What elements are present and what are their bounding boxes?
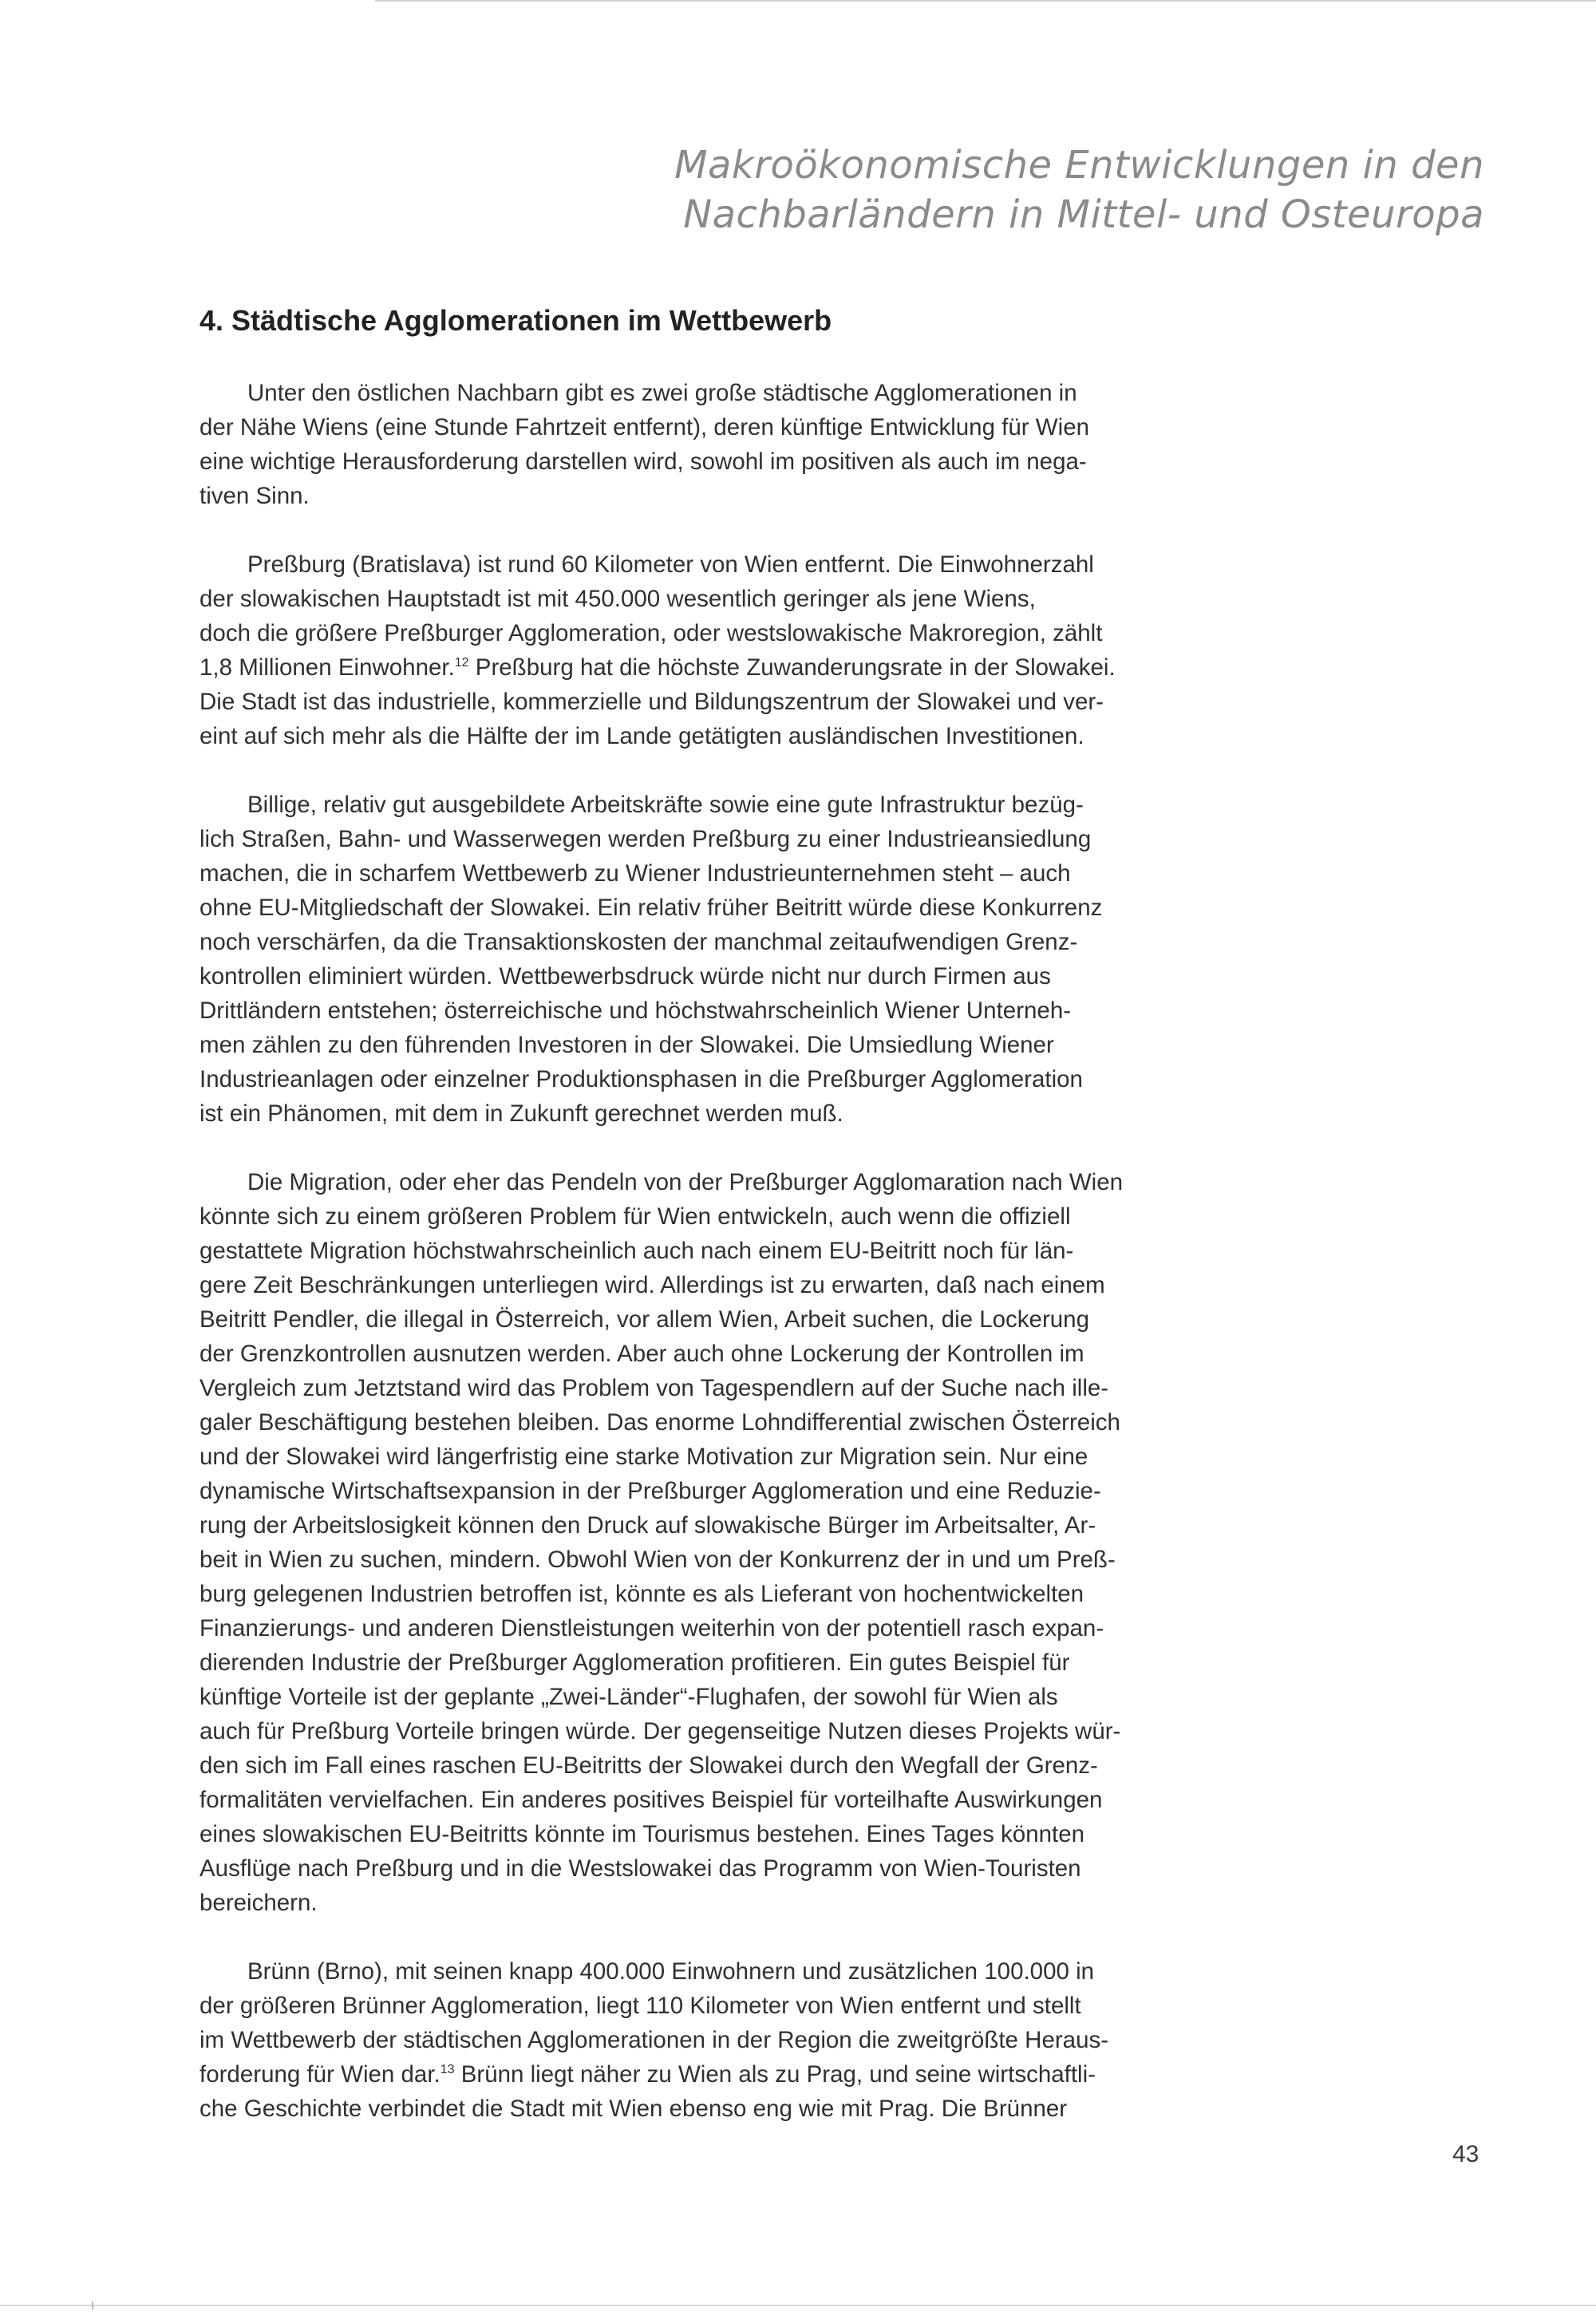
- paragraph-4: [200, 1165, 1133, 1920]
- text-line: Die Migration, oder eher das Pendeln von der Preßburger Agglomaration nach Wien: [247, 1169, 1124, 1195]
- text-line: tiven Sinn.: [200, 483, 310, 509]
- text-line: gere Zeit Beschränkungen unterliegen wird. Allerdings ist zu erwarten, daß nach einem: [200, 1272, 1105, 1298]
- text-line: der größeren Brünner Agglomeration, liegt 110 Kilometer von Wien entfernt und stellt: [200, 1993, 1081, 2019]
- top-rule: [375, 0, 1596, 2]
- text-line: Finanzierungs- und anderen Dienstleistungen weiterhin von der potentiell rasch expan-: [200, 1615, 1104, 1641]
- text-line: Vergleich zum Jetztstand wird das Problem von Tagespendlern auf der Suche nach ille-: [200, 1375, 1109, 1401]
- text-line: noch verschärfen, da die Transaktionskosten der manchmal zeitaufwendigen Grenz-: [200, 929, 1078, 955]
- text-line-rest: Brünn liegt näher zu Wien als zu Prag, und seine wirtschaftli-: [454, 2061, 1096, 2088]
- text-line: der slowakischen Hauptstadt ist mit 450.000 wesentlich geringer als jene Wiens,: [200, 586, 1036, 612]
- text-line: men zählen zu den führenden Investoren in der Slowakei. Die Umsiedlung Wiener: [200, 1032, 1054, 1058]
- body-text: [200, 376, 1133, 2160]
- text-line: eine wichtige Herausforderung darstellen wird, sowohl im positiven als auch im nega-: [200, 448, 1087, 475]
- text-line: den sich im Fall eines raschen EU-Beitritts der Slowakei durch den Wegfall der Grenz-: [200, 1752, 1098, 1779]
- text-line: burg gelegenen Industrien betroffen ist, könnte es als Lieferant von hochentwickelten: [200, 1581, 1084, 1607]
- text-line: ohne EU-Mitgliedschaft der Slowakei. Ein relativ früher Beitritt würde diese Konkurrenz: [200, 895, 1103, 921]
- running-head-line-2: Nachbarländern in Mittel- und Osteuropa: [683, 192, 1484, 237]
- text-line: Preßburg (Bratislava) ist rund 60 Kilometer von Wien entfernt. Die Einwohnerzahl: [247, 551, 1094, 578]
- text-line: galer Beschäftigung bestehen bleiben. Das enorme Lohndifferential zwischen Österreich: [200, 1409, 1120, 1436]
- text-line: che Geschichte verbindet die Stadt mit Wien ebenso eng wie mit Prag. Die Brünner: [200, 2096, 1068, 2122]
- text-line: Die Stadt ist das industrielle, kommerzielle und Bildungszentrum der Slowakei und ver-: [200, 689, 1104, 715]
- text-line-start: 1,8 Millionen Einwohner.: [200, 654, 455, 681]
- text-line: rung der Arbeitslosigkeit können den Druck auf slowakische Bürger im Arbeitsalter, Ar-: [200, 1512, 1096, 1539]
- text-line: Unter den östlichen Nachbarn gibt es zwei große städtische Agglomerationen in: [247, 380, 1077, 406]
- bottom-rule: [0, 2305, 1596, 2306]
- text-line: künftige Vorteile ist der geplante „Zwei-Länder“-Flughafen, der sowohl für Wien als: [200, 1684, 1058, 1710]
- text-line: Industrieanlagen oder einzelner Produktionsphasen in die Preßburger Agglomeration: [200, 1066, 1083, 1092]
- text-line: Brünn (Brno), mit seinen knapp 400.000 Einwohnern und zusätzlichen 100.000 in: [247, 1958, 1095, 1985]
- text-line: kontrollen eliminiert würden. Wettbewerbsdruck würde nicht nur durch Firmen aus: [200, 963, 1051, 990]
- running-head: [674, 140, 1484, 239]
- footnote-marker[interactable]: 12: [454, 656, 469, 670]
- text-line: dynamische Wirtschaftsexpansion in der Preßburger Agglomeration und eine Reduzie-: [200, 1478, 1101, 1504]
- text-line: Beitritt Pendler, die illegal in Österreich, vor allem Wien, Arbeit suchen, die Lockerung: [200, 1306, 1089, 1333]
- page-number: 43: [1452, 2141, 1479, 2167]
- text-line: Drittländern entstehen; österreichische und höchstwahrscheinlich Wiener Unterneh-: [200, 998, 1072, 1024]
- text-line: ist ein Phänomen, mit dem in Zukunft gerechnet werden muß.: [200, 1100, 843, 1127]
- text-line: Ausflüge nach Preßburg und in die Westslowakei das Programm von Wien-Touristen: [200, 1855, 1081, 1882]
- text-line: lich Straßen, Bahn- und Wasserwegen werden Preßburg zu einer Industrieansiedlung: [200, 826, 1092, 852]
- text-line: bereichern.: [200, 1890, 318, 1916]
- text-line: doch die größere Preßburger Agglomeration, oder westslowakische Makroregion, zählt: [200, 620, 1103, 646]
- text-line: gestattete Migration höchstwahrscheinlich auch nach einem EU-Beitritt noch für län-: [200, 1238, 1074, 1264]
- text-line: Billige, relativ gut ausgebildete Arbeitskräfte sowie eine gute Infrastruktur bezüg-: [247, 792, 1084, 818]
- footnote-marker[interactable]: 13: [440, 2063, 455, 2077]
- text-line: [200, 650, 1133, 685]
- text-line: [200, 2057, 1133, 2092]
- paragraph-1: [200, 376, 1133, 513]
- text-line: eines slowakischen EU-Beitritts könnte im Tourismus bestehen. Eines Tages könnten: [200, 1821, 1085, 1847]
- text-line-start: forderung für Wien dar.: [200, 2061, 440, 2088]
- section-heading: 4. Städtische Agglomerationen im Wettbewerb: [200, 304, 832, 337]
- text-line: beit in Wien zu suchen, mindern. Obwohl Wien von der Konkurrenz der in und um Preß-: [200, 1547, 1116, 1573]
- text-line: auch für Preßburg Vorteile bringen würde. Der gegenseitige Nutzen dieses Projekts wür-: [200, 1718, 1121, 1744]
- text-line: der Nähe Wiens (eine Stunde Fahrtzeit entfernt), deren künftige Entwicklung für Wien: [200, 414, 1090, 440]
- text-line: im Wettbewerb der städtischen Agglomerationen in der Region die zweitgrößte Heraus-: [200, 2027, 1109, 2053]
- text-line: formalitäten vervielfachen. Ein anderes positives Beispiel für vorteilhafte Auswirkungen: [200, 1787, 1103, 1813]
- running-head-line-1: Makroökonomische Entwicklungen in den: [674, 143, 1484, 188]
- text-line: und der Slowakei wird längerfristig eine starke Motivation zur Migration sein. Nur eine: [200, 1444, 1088, 1470]
- text-line: dierenden Industrie der Preßburger Agglomeration profitieren. Ein gutes Beispiel für: [200, 1649, 1070, 1676]
- paragraph-5: [200, 1954, 1133, 2126]
- text-line: der Grenzkontrollen ausnutzen werden. Aber auch ohne Lockerung der Kontrollen im: [200, 1341, 1084, 1367]
- paragraph-3: [200, 788, 1133, 1131]
- text-line: könnte sich zu einem größeren Problem für Wien entwickeln, auch wenn die offiziell: [200, 1203, 1071, 1230]
- paragraph-2: [200, 547, 1133, 753]
- bottom-tick-mark: [92, 2301, 93, 2309]
- text-line: eint auf sich mehr als die Hälfte der im Lande getätigten ausländischen Investitionen.: [200, 723, 1084, 749]
- text-line: machen, die in scharfem Wettbewerb zu Wiener Industrieunternehmen steht – auch: [200, 860, 1071, 887]
- text-line-rest: Preßburg hat die höchste Zuwanderungsrate in der Slowakei.: [468, 654, 1116, 681]
